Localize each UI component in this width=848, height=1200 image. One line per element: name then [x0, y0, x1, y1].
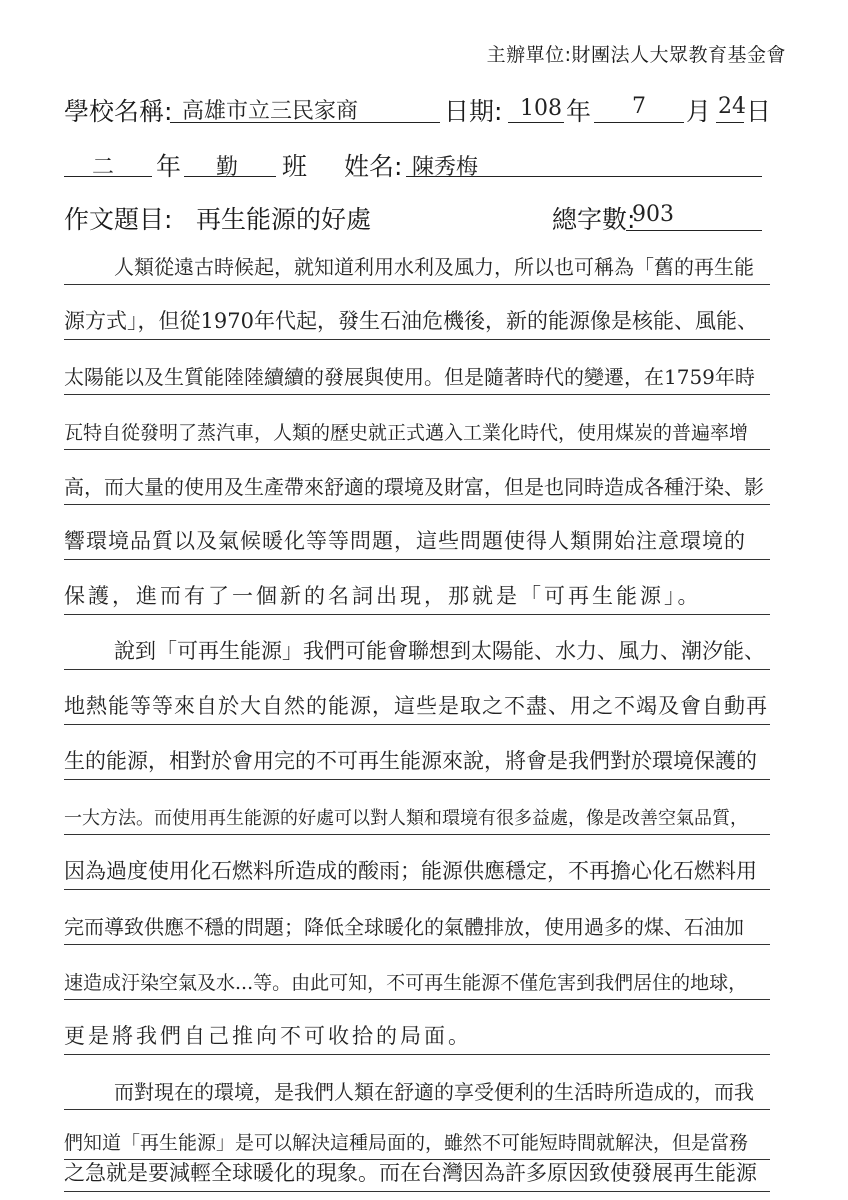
class-label: 班: [282, 152, 308, 181]
essay-text: 一大方法。而使用再生能源的好處可以對人類和環境有很多益處，像是改善空氣品質，: [64, 808, 748, 829]
essay-text: 說到「可再生能源」我們可能會聯想到太陽能、水力、風力、潮汐能、: [114, 639, 765, 663]
word-count-label: 總字數:: [552, 205, 636, 234]
essay-text: 完而導致供應不穩的問題；降低全球暖化的氣體排放，使用過多的煤、石油加: [64, 915, 744, 939]
essay-line: [64, 841, 770, 890]
essay-line: [64, 951, 770, 1000]
essay-line: [64, 1006, 770, 1055]
essay-line: [64, 731, 770, 780]
essay-text: 源方式」，但從1970年代起，發生石油危機後，新的能源像是核能、風能、: [64, 309, 758, 333]
essay-text: 生的能源，相對於會用完的不可再生能源來說，將會是我們對於環境保護的: [64, 749, 757, 773]
essay-text: 高，而大量的使用及生產帶來舒適的環境及財富，但是也同時造成各種汙染、影: [64, 475, 764, 499]
essay-text: 之急就是要減輕全球暖化的現象。而在台灣因為許多原因致使發展再生能源: [64, 1161, 757, 1185]
essay-text: 太陽能以及生質能陸陸續續的發展與使用。但是隨著時代的變遷，在1759年時: [64, 365, 755, 389]
essay-text: 瓦特自從發明了蒸汽車，人類的歷史就正式邁入工業化時代，使用煤炭的普遍率增: [64, 422, 749, 444]
essay-line: [64, 566, 770, 615]
essay-text: 保護，進而有了一個新的名詞出現，那就是「可再生能源」。: [64, 584, 702, 608]
topic-label: 作文題目:: [64, 205, 173, 234]
year-value: 108: [520, 96, 562, 121]
day-label: 日: [746, 97, 772, 126]
essay-line: [64, 401, 770, 450]
topic-value: 再生能源的好處: [196, 205, 372, 234]
school-label: 學校名稱:: [64, 97, 173, 126]
year-label: 年: [566, 97, 592, 126]
name-label: 姓名:: [344, 152, 403, 181]
essay-text: 更是將我們自己推向不可收拾的局面。: [64, 1024, 472, 1048]
month-label: 月: [686, 97, 712, 126]
essay-line: [64, 1143, 770, 1192]
name-value: 陳秀梅: [412, 155, 479, 180]
word-count-value: 903: [632, 202, 674, 227]
essay-line: [64, 1061, 770, 1110]
class-value: 勤: [216, 155, 239, 180]
essay-line: [64, 291, 770, 340]
day-value: 24: [718, 94, 746, 119]
essay-line: [64, 511, 770, 560]
essay-line: [64, 676, 770, 725]
grade-label: 年: [156, 152, 182, 181]
essay-line: [64, 621, 770, 670]
essay-line: [64, 786, 770, 835]
essay-text: 地熱能等等來自於大自然的能源，這些是取之不盡、用之不竭及會自動再: [64, 694, 768, 718]
school-value: 高雄市立三民家商: [182, 99, 359, 124]
essay-line: [64, 456, 770, 505]
essay-text: 因為過度使用化石燃料所造成的酸雨；能源供應穩定，不再擔心化石燃料用: [64, 859, 757, 883]
essay-line: [64, 346, 770, 395]
organizer-label: 主辦單位:財團法人大眾教育基金會: [486, 44, 786, 66]
essay-text: 速造成汙染空氣及水...等。由此可知，不可再生能源不僅危害到我們居住的地球，: [64, 972, 748, 994]
essay-text: 響環境品質以及氣候暖化等等問題，這些問題使得人類開始注意環境的: [64, 529, 746, 553]
essay-line: [64, 896, 770, 945]
essay-text: 們知道「再生能源」是可以解決這種局面的，雖然不可能短時間就解決，但是當務: [64, 1132, 749, 1154]
essay-text: 而對現在的環境，是我們人類在舒適的享受便利的生活時所造成的，而我: [114, 1080, 754, 1104]
essay-text: 人類從遠古時候起，就知道利用水利及風力，所以也可稱為「舊的再生能: [114, 255, 754, 279]
essay-line: [64, 236, 770, 285]
month-value: 7: [632, 94, 646, 119]
date-label: 日期:: [444, 97, 503, 126]
grade-value: 二: [92, 155, 115, 180]
